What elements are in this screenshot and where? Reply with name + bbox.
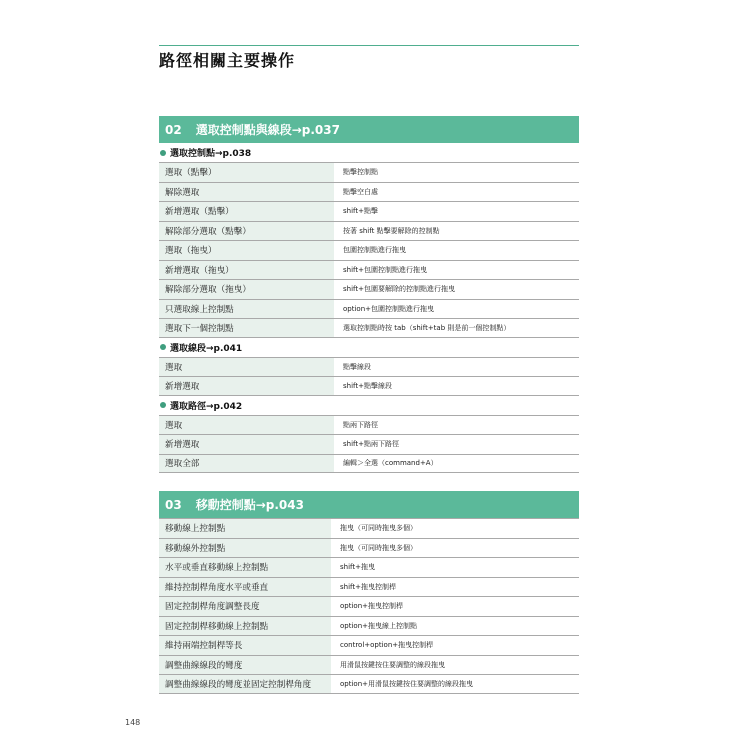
action-cell: shift+點兩下路徑 [343, 440, 399, 449]
section-02-number: 02 [165, 122, 182, 137]
operation-cell: 調整曲線線段的彎度 [159, 656, 331, 675]
group-heading-label: 選取線段→p.041 [170, 343, 243, 354]
operation-cell: 移動線外控制點 [159, 539, 331, 558]
action-cell: shift+拖曳控制桿 [340, 582, 396, 591]
section-02-header [159, 116, 579, 143]
operation-cell: 解除部分選取（點擊） [159, 222, 334, 241]
table-row [159, 616, 579, 636]
group-heading-select-points [159, 143, 579, 162]
table-row [159, 162, 579, 182]
group-heading-select-paths [159, 396, 579, 415]
bullet-icon [160, 402, 166, 408]
group-heading-label: 選取控制點→p.038 [170, 149, 252, 159]
action-cell: 選取控制點時按 tab（shift+tab 則是前一個控制點） [343, 323, 511, 332]
table-row [159, 182, 579, 202]
action-cell: 點兩下路徑 [343, 420, 378, 429]
table-select-segments [159, 357, 579, 396]
table-row [159, 240, 579, 260]
operation-cell: 移動線上控制點 [159, 519, 331, 538]
action-cell: 編輯＞全選（command+A） [343, 459, 438, 468]
operation-cell: 選取下一個控制點 [159, 319, 334, 337]
operation-cell: 新增選取（點擊） [159, 202, 334, 221]
operation-cell: 水平或垂直移動線上控制點 [159, 558, 331, 577]
table-row [159, 299, 579, 319]
table-row [159, 518, 579, 538]
bullet-icon [160, 344, 166, 350]
section-03-header [159, 491, 579, 518]
section-03-number: 03 [165, 497, 182, 512]
action-cell: 用滑鼠按鍵按住要調整的線段拖曳 [340, 660, 445, 669]
operation-cell: 選取全部 [159, 455, 334, 473]
table-row [159, 454, 579, 474]
table-row [159, 415, 579, 435]
section-03 [159, 491, 579, 694]
operation-cell: 選取（拖曳） [159, 241, 334, 260]
operation-cell: 固定控制桿角度調整長度 [159, 597, 331, 616]
action-cell: 按著 shift 點擊要解除的控制點 [343, 226, 440, 235]
operation-cell: 解除選取 [159, 183, 334, 202]
table-row [159, 557, 579, 577]
action-cell: 拖曳（可同時拖曳多個） [340, 524, 417, 533]
action-cell: 點擊空白處 [343, 187, 378, 196]
action-cell: option+包圍控制點進行拖曳 [343, 304, 434, 313]
table-row [159, 577, 579, 597]
table-row [159, 376, 579, 396]
action-cell: option+拖曳控制桿 [340, 602, 403, 611]
table-move-points [159, 518, 579, 694]
operation-cell: 維持控制桿角度水平或垂直 [159, 578, 331, 597]
group-heading-select-segments [159, 338, 579, 357]
action-cell: 點擊線段 [343, 362, 371, 371]
bullet-icon [160, 150, 166, 156]
action-cell: option+用滑鼠按鍵按住要調整的線段拖曳 [340, 679, 473, 688]
action-cell: option+拖曳線上控制點 [340, 621, 417, 630]
table-row [159, 279, 579, 299]
operation-cell: 只選取線上控制點 [159, 300, 334, 319]
action-cell: control+option+拖曳控制桿 [340, 641, 434, 650]
table-row [159, 674, 579, 694]
operation-cell: 新增選取 [159, 435, 334, 454]
section-03-title: 移動控制點→p.043 [195, 498, 304, 512]
action-cell: 包圍控制點進行拖曳 [343, 246, 406, 255]
table-row [159, 318, 579, 338]
table-select-paths [159, 415, 579, 474]
table-row [159, 635, 579, 655]
action-cell: 拖曳（可同時拖曳多個） [340, 543, 417, 552]
operation-cell: 新增選取（拖曳） [159, 261, 334, 280]
top-rule [159, 45, 579, 46]
table-row [159, 655, 579, 675]
operation-cell: 選取（點擊） [159, 163, 334, 182]
action-cell: 點擊控制點 [343, 168, 378, 177]
action-cell: shift+點擊線段 [343, 381, 392, 390]
page-title: 路徑相關主要操作 [159, 51, 296, 70]
table-row [159, 538, 579, 558]
table-row [159, 201, 579, 221]
action-cell: shift+包圍要解除的控制點進行拖曳 [343, 285, 455, 294]
action-cell: shift+包圍控制點進行拖曳 [343, 265, 427, 274]
table-row [159, 357, 579, 377]
operation-cell: 維持兩端控制桿等長 [159, 636, 331, 655]
operation-cell: 新增選取 [159, 377, 334, 395]
operation-cell: 固定控制桿移動線上控制點 [159, 617, 331, 636]
operation-cell: 選取 [159, 358, 334, 377]
section-02-title: 選取控制點與線段→p.037 [195, 123, 340, 137]
action-cell: shift+點擊 [343, 207, 378, 216]
operation-cell: 解除部分選取（拖曳） [159, 280, 334, 299]
table-select-points [159, 162, 579, 338]
table-row [159, 434, 579, 454]
action-cell: shift+拖曳 [340, 563, 375, 572]
operation-cell: 選取 [159, 416, 334, 435]
operation-cell: 調整曲線線段的彎度並固定控制桿角度 [159, 675, 331, 693]
page-number: 148 [125, 718, 141, 727]
group-heading-label: 選取路徑→p.042 [170, 401, 243, 412]
table-row [159, 596, 579, 616]
section-02 [159, 116, 579, 473]
table-row [159, 221, 579, 241]
table-row [159, 260, 579, 280]
